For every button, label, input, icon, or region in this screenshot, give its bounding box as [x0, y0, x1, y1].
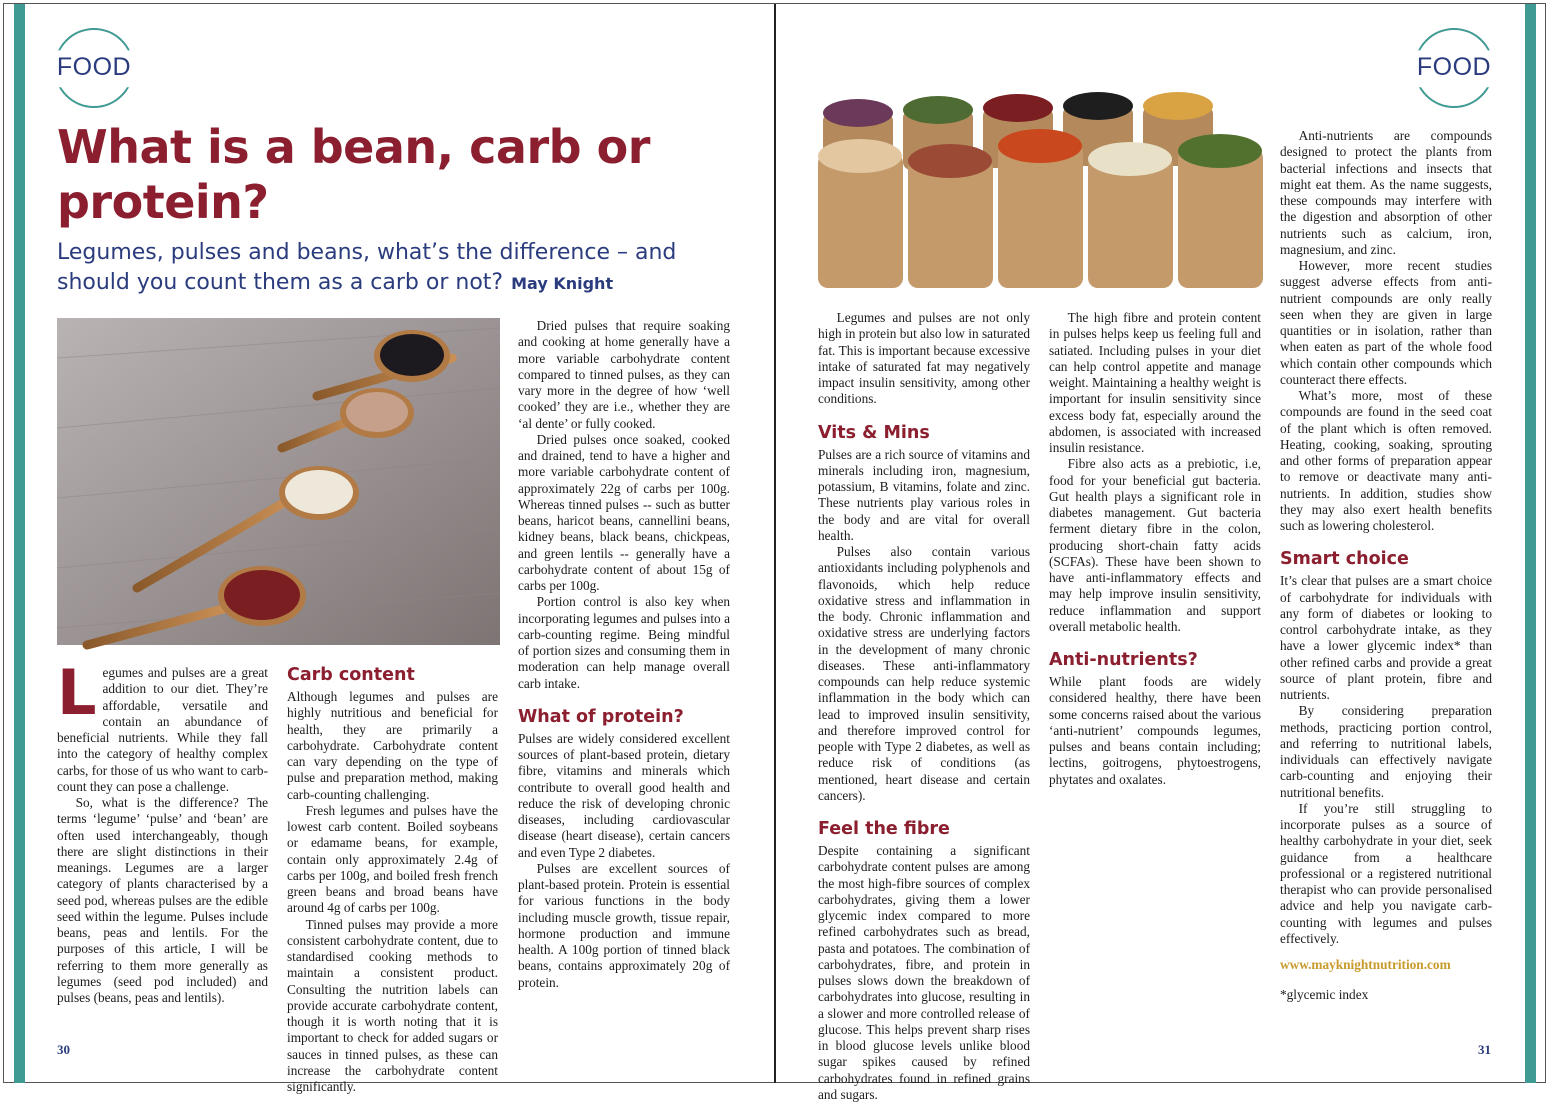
carb-content-column: [287, 664, 498, 1095]
heading-feel-the-fibre: Feel the fibre: [818, 819, 950, 839]
page-number-right: 31: [1478, 1042, 1491, 1057]
body-paragraph: Pulses are excellent sources of plant-based protein. Protein is essential for various functions in the body including muscle growth, tissue repair, hormone production and immune health. A 100g portion of tinned black beans, contains approximately 20g of protein.: [518, 860, 730, 990]
heading-vits-mins: Vits & Mins: [818, 422, 930, 443]
body-paragraph: If you’re still struggling to incorporate pulses as a source of healthy carbohydrate in your diet, seek guidance from a healthcare professional or a registered nutritional therapist who can provide personalised advice and help you navigate carb-counting with legumes and pulses effectively.: [1280, 800, 1492, 946]
body-paragraph: Despite containing a significant carbohydrate content pulses are among the most high-fibre sources of complex carbohydrates, giving them a lower glycemic index compared to more refined carbohydrates such as bread, pasta and potatoes. The combination of carbohydrates, fibre, and protein in pulses slows down the breakdown of carbohydrates into glucose, resulting in a slower and more controlled release of glucose. This helps prevent sharp rises in blood glucose levels unlike blood sugar spikes caused by refined carbohydrates found in refined grains and sugars.: [818, 843, 1030, 1102]
body-paragraph: Fibre also acts as a prebiotic, i.e, food for your beneficial gut bacteria. Gut health plays a significant role in diabetes management. Gut bacteria ferment dietary fibre in the colon, producing short-chain fatty acids (SCFAs). These have been shown to have anti-inflammatory effects and may help improve insulin sensitivity, reduce inflammation and support overall metabolic health.: [1049, 456, 1261, 634]
left-edge-stripe: [14, 4, 25, 1083]
body-paragraph: What’s more, most of these compounds are found in the seed coat of the plant which is often removed. Heating, cooking, soaking, sprouting and other forms of preparation appear to remove or deactivate many anti-nutrients. In addition, studies show they may also exert health benefits such as lowering cholesterol.: [1280, 388, 1492, 533]
intro-paragraph: egumes and pulses are a great addition to our diet. They’re affordable, versatile and contain an abundance of beneficial nutrients. While they fall into the category of healthy complex carbs, for those of us who want to carb-count they can pose a challenge.: [57, 665, 268, 794]
glycemic-footnote: *glycemic index: [1280, 987, 1369, 1003]
heading-carb-content: Carb content: [287, 665, 415, 685]
body-paragraph: Dried pulses once soaked, cooked and drained, tend to have a higher and more variable carbohydrate content of approximately 22g of carbs per 100g. Whereas tinned pulses -- such as butter beans, haricot beans, cannellini beans, kidney beans, black beans, chickpeas, and green lentils -- generally have a carbohydrate content of about 15g of carbs per 100g.: [518, 431, 730, 593]
drop-cap: L: [57, 656, 97, 729]
article-subtitle: Legumes, pulses and beans, what’s the difference – and should you count them as a carb or not?: [57, 240, 677, 295]
heading-anti-nutrients: Anti-nutrients?: [1049, 650, 1198, 670]
author-byline: May Knight: [511, 274, 614, 293]
fibre-column: [1049, 310, 1261, 788]
spoons-illustration: [57, 318, 500, 645]
body-paragraph: Fresh legumes and pulses have the lowest carb content. Boiled soybeans or edamame beans, for example, contain only approximately 2.4g of carbs per 100g, and boiled fresh french green beans and broad beans have around 4g of carbs per 100g.: [287, 802, 498, 916]
food-badge-right: [1414, 28, 1494, 108]
body-paragraph: Anti-nutrients are compounds designed to protect the plants from bacterial infections and insects that might eat them. As the name suggests, these compounds may interfere with the digestion and absorption of other nutrients such as calcium, iron, magnesium, and zinc.: [1280, 128, 1492, 257]
right-edge-stripe: [1525, 4, 1536, 1083]
article-title: What is a bean, carb or protein?: [57, 120, 650, 229]
body-paragraph: Legumes and pulses are not only high in protein but also low in saturated fat. This is important because excessive intake of saturated fat may negatively impact insulin sensitivity, among other conditions.: [818, 310, 1030, 407]
heading-what-of-protein: What of protein?: [518, 706, 684, 727]
body-paragraph: Pulses also contain various antioxidants including polyphenols and flavonoids, which help reduce oxidative stress and inflammation in the body. Chronic inflammation and oxidative stress are underlying factors in the development of many chronic diseases. These anti-inflammatory compounds can help reduce systemic inflammation in the body which can lead to improved insulin sensitivity, and therefore improved control for people with Type 2 diabetes, as well as reduce risk of conditions (as mentioned, heart disease and certain cancers).: [818, 544, 1030, 803]
page-number-left: 30: [57, 1042, 70, 1057]
body-paragraph: By considering preparation methods, practicing portion control, and referring to nutritional labels, individuals can effectively navigate carb-counting and enjoying their nutritional benefits.: [1280, 703, 1492, 800]
body-paragraph: The high fibre and protein content in pulses helps keep us feeling full and satiated. Including pulses in your diet can help control appetite and manage weight. Maintaining a healthy weight is important for insulin sensitivity since excess body fat, especially around the abdomen, is associated with increased insulin resistance.: [1049, 310, 1261, 455]
badge-label: FOOD: [1416, 53, 1492, 81]
spoons-of-beans-photo: [57, 318, 500, 645]
article-standfirst: [57, 238, 747, 299]
anti-nutrients-column: [1280, 128, 1492, 1004]
food-badge-left: [54, 28, 134, 108]
body-paragraph: Pulses are a rich source of vitamins and minerals including iron, magnesium, potassium, B vitamins, folate and zinc. These nutrients play various roles in the body and are vital for overall health.: [818, 446, 1030, 543]
body-paragraph: While plant foods are widely considered healthy, there have been some concerns raised about the various ‘anti-nutrient’ compounds legumes, pulses and beans contain including; lectins, goitrogens, phytoestrogens, phytates and oxalates.: [1049, 674, 1261, 787]
carb-continued-column: [518, 318, 730, 991]
bean-sacks-photo: [818, 88, 1264, 294]
website-link[interactable]: www.mayknightnutrition.com: [1280, 957, 1451, 972]
body-paragraph: However, more recent studies suggest adverse effects from anti-nutrient compounds are only really seen when they are given in large quantities or in isolation, rather than when eaten as part of the whole food which contain other compounds which counteract there effects.: [1280, 258, 1492, 387]
body-paragraph: Pulses are widely considered excellent sources of plant-based protein, dietary fibre, vitamins and minerals which contribute to overall good health and reduce the risk of developing chronic diseases, including cardiovascular disease (heart disease), certain cancers and even Type 2 diabetes.: [518, 730, 730, 860]
body-paragraph: Tinned pulses may provide a more consistent carbohydrate content, due to standardised cooking methods to maintain a consistent product. Consulting the nutrition labels can provide accurate carbohydrate content, though it is worth noting that it is important to check for added sugars or sauces in tinned pulses, as these can increase the carbohydrate content significantly.: [287, 916, 498, 1094]
body-paragraph: Portion control is also key when incorporating legumes and pulses into a carb-counting regime. Being mindful of portion sizes and consuming them in moderation can help manage overall carb intake.: [518, 594, 730, 691]
sacks-illustration: [818, 88, 1264, 294]
body-paragraph: Although legumes and pulses are highly nutritious and beneficial for health, they are primarily a carbohydrate. Carbohydrate content can vary depending on the type of pulse and preparation method, making carb-counting challenging.: [287, 689, 498, 802]
intro-column: [57, 656, 268, 1006]
body-paragraph: It’s clear that pulses are a smart choice of carbohydrate for individuals with any form of diabetes or looking to control carbohydrate intake, as they have a lower glycemic index* than other refined carbs and provide a great source of plant protein, fibre and nutrients.: [1280, 573, 1492, 702]
heading-smart-choice: Smart choice: [1280, 549, 1409, 570]
badge-label: FOOD: [56, 53, 132, 81]
body-paragraph: Dried pulses that require soaking and cooking at home generally have a more variable carbohydrate content compared to tinned pulses, as they can vary more in the degree of how ‘well cooked’ they are i.e., whether they are ‘al dente’ or fully cooked.: [518, 318, 730, 431]
intro-paragraph: So, what is the difference? The terms ‘legume’ ‘pulse’ and ‘bean’ are often used interchangeably, though there are slight distinctions in their meanings. Legumes are a larger category of plants characterised by a seed pod, whereas pulses are the edible seed within the legume. Pulses include beans, peas and lentils. For the purposes of this article, I will be referring to them more generally as legumes (seed pod included) and pulses (beans, peas and lentils).: [57, 795, 268, 1005]
page-spine: [774, 4, 776, 1083]
vits-mins-column: [818, 310, 1030, 1103]
